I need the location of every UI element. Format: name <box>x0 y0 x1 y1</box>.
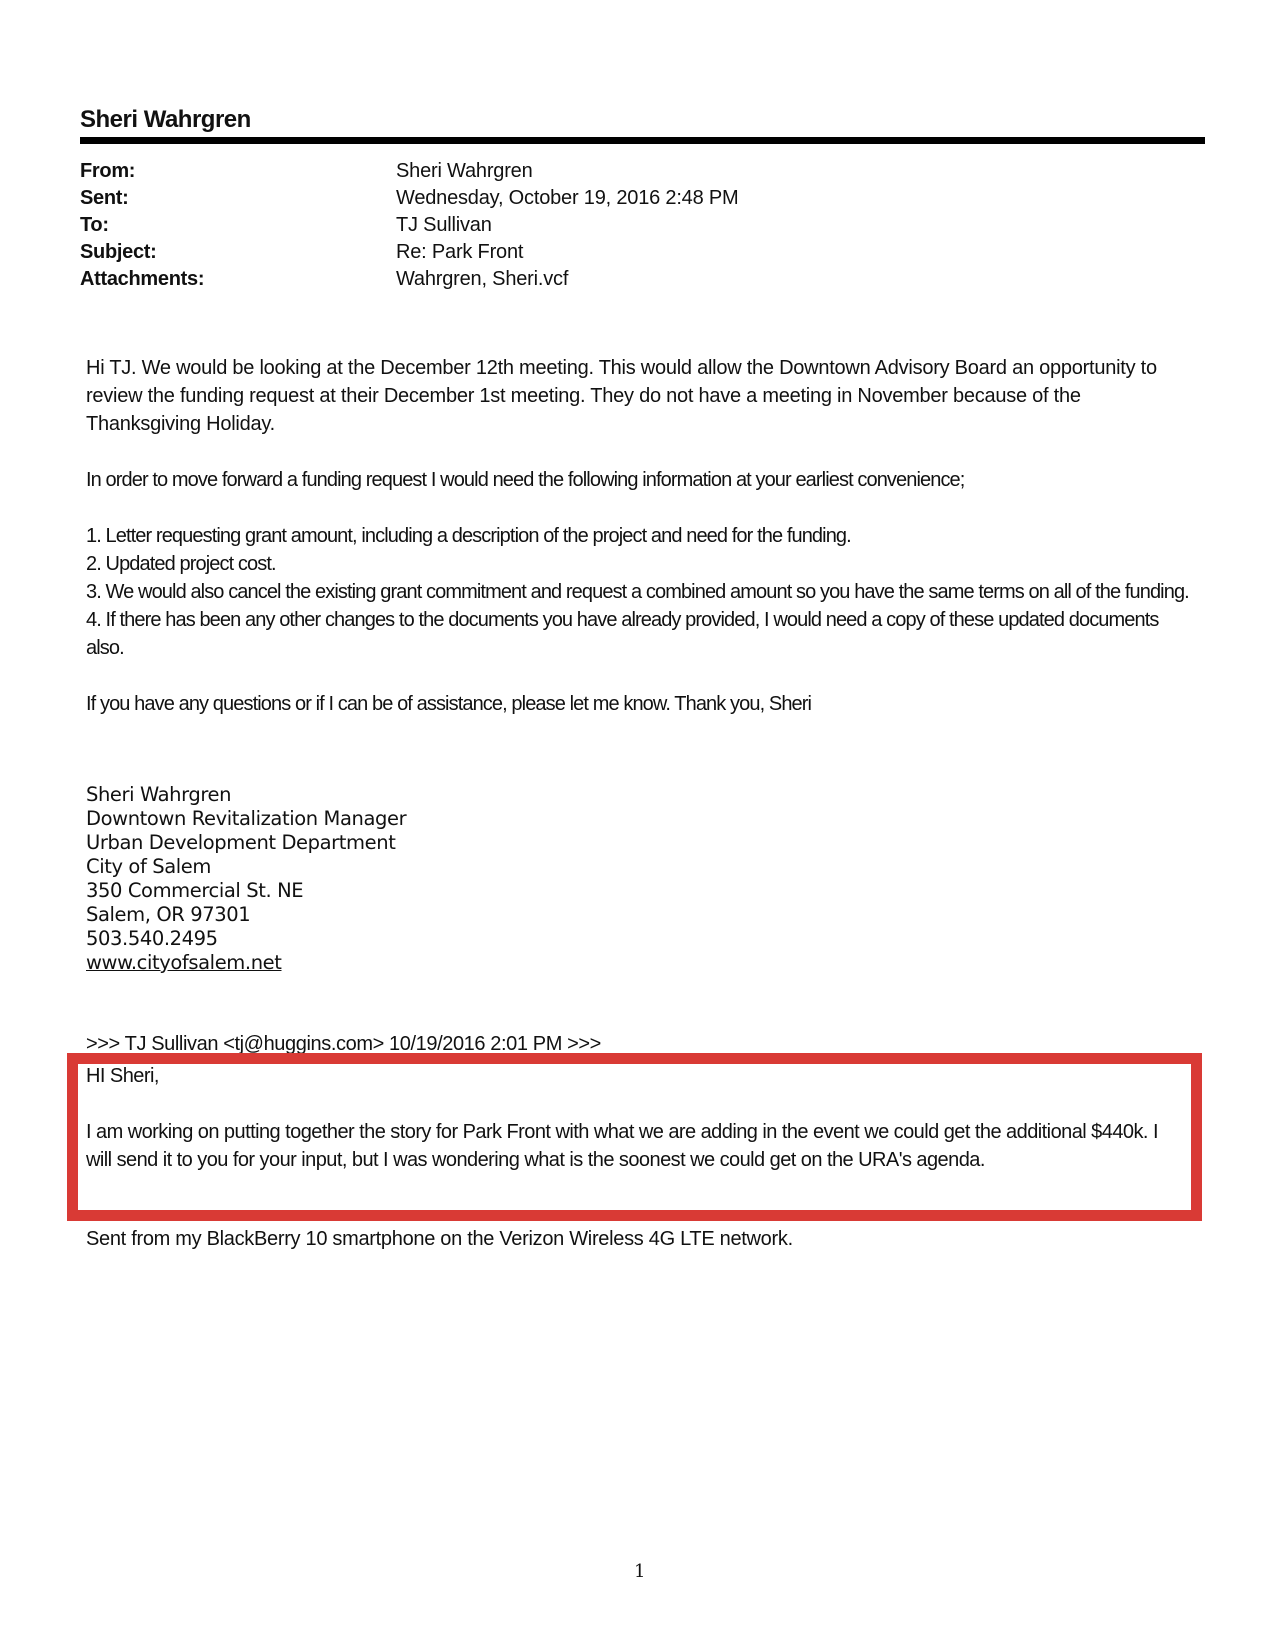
to-value: TJ Sullivan <box>396 214 492 236</box>
attachments-value[interactable]: Wahrgren, Sheri.vcf <box>396 268 569 290</box>
email-body <box>86 354 1196 718</box>
body-closing: If you have any questions or if I can be of assistance, please let me know. Thank you, Sheri <box>86 693 812 715</box>
signature-address-2: Salem, OR 97301 <box>86 903 251 926</box>
signature-department: Urban Development Department <box>86 831 396 854</box>
signature-phone: 503.540.2495 <box>86 927 218 950</box>
quoted-message-header: >>> TJ Sullivan <tj@huggins.com> 10/19/2016 2:01 PM >>> <box>86 1033 601 1053</box>
signature-name: Sheri Wahrgren <box>86 783 232 806</box>
document-title: Sheri Wahrgren <box>80 106 251 133</box>
body-paragraph-1: Hi TJ. We would be looking at the December 12th meeting. This would allow the Downtown Advisory Board an opportunity to review the funding request at their December 1st meeting. They do not have a meeting in November because of the Thanksgiving Holiday. <box>86 357 1157 435</box>
request-list-item-4: 4. If there has been any other changes to the documents you have already provided, I would need a copy of these updated documents also. <box>86 609 1159 659</box>
mobile-signature: Sent from my BlackBerry 10 smartphone on the Verizon Wireless 4G LTE network. <box>86 1228 793 1250</box>
quoted-message-text: I am working on putting together the story for Park Front with what we are adding in the event we could get the additional $440k. I will send it to you for your input, but I was wondering what is the soonest we could get on the URA's agenda. <box>86 1121 1158 1171</box>
subject-label: Subject: <box>80 241 157 263</box>
sent-label: Sent: <box>80 187 129 209</box>
quoted-greeting: HI Sheri, <box>86 1065 159 1087</box>
signature-block <box>86 783 406 975</box>
from-value: Sheri Wahrgren <box>396 160 533 182</box>
request-list-item-3: 3. We would also cancel the existing grant commitment and request a combined amount so you have the same terms on all of the funding. <box>86 581 1189 603</box>
signature-title: Downtown Revitalization Manager <box>86 807 407 830</box>
from-label: From: <box>80 160 136 182</box>
signature-website-link[interactable]: www.cityofsalem.net <box>86 951 282 974</box>
signature-address-1: 350 Commercial St. NE <box>86 879 304 902</box>
sent-value: Wednesday, October 19, 2016 2:48 PM <box>396 187 739 209</box>
request-list-item-2: 2. Updated project cost. <box>86 553 276 575</box>
quoted-message-body <box>86 1062 1186 1174</box>
page-number: 1 <box>634 1561 646 1582</box>
request-list-item-1: 1. Letter requesting grant amount, including a description of the project and need for the funding. <box>86 525 851 547</box>
to-label: To: <box>80 214 109 236</box>
body-paragraph-2: In order to move forward a funding request I would need the following information at your earliest convenience; <box>86 469 965 491</box>
attachments-label: Attachments: <box>80 268 205 290</box>
title-rule-divider <box>80 137 1205 144</box>
subject-value: Re: Park Front <box>396 241 524 263</box>
signature-org: City of Salem <box>86 855 211 878</box>
